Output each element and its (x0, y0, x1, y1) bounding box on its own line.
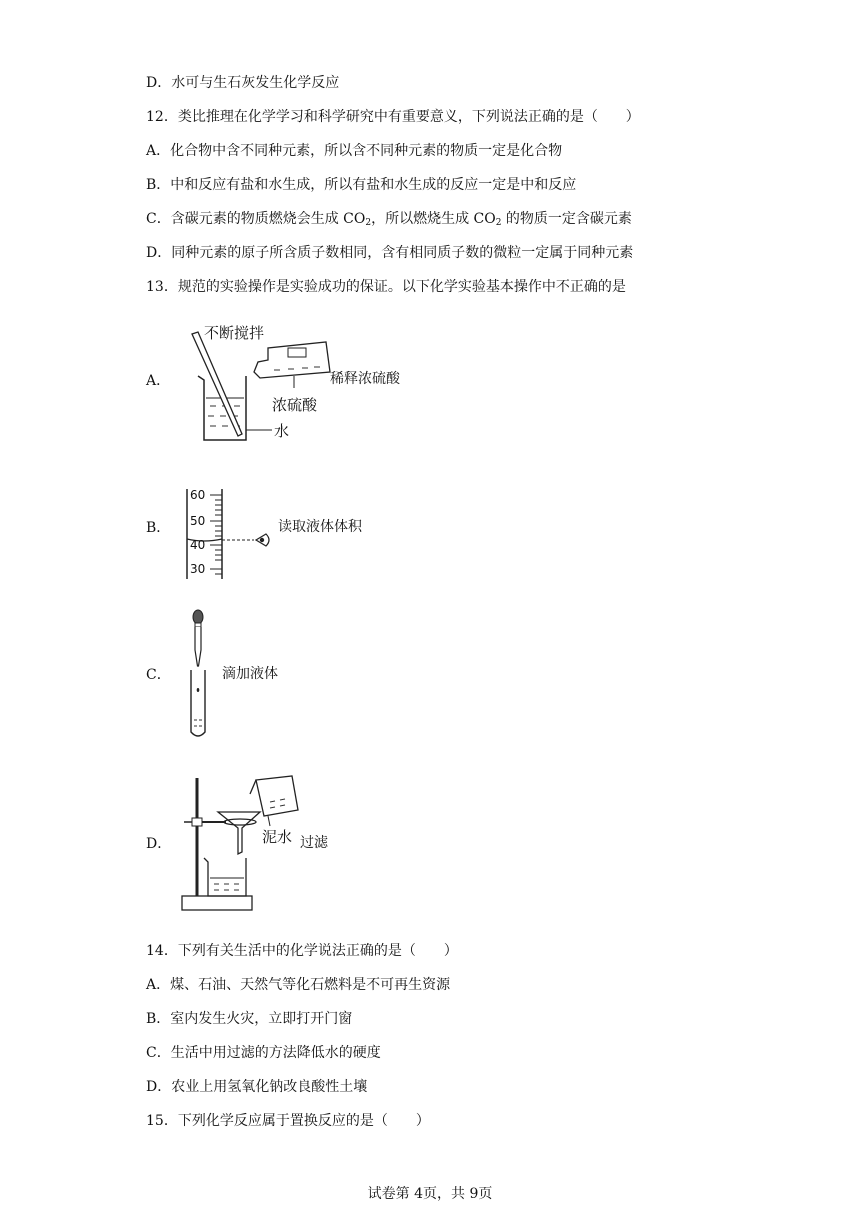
q12-stem: 12．类比推理在化学学习和科学研究中有重要意义，下列说法正确的是（ ） (146, 109, 640, 125)
mud-water-label: 泥水 (262, 828, 293, 846)
tick-40: 40 (190, 538, 206, 552)
q14-option-d: D．农业上用氢氧化钠改良酸性土壤 (146, 1079, 368, 1095)
q12-option-c-part1: C．含碳元素的物质燃烧会生成 CO (146, 211, 366, 227)
stir-label: 不断搅拌 (204, 324, 265, 342)
q13-option-c-caption: 滴加液体 (222, 666, 278, 682)
water-label: 水 (274, 422, 290, 440)
q12-option-c-part2: ，所以燃烧生成 CO (371, 211, 496, 227)
test-tube-icon (191, 670, 205, 736)
q12-option-d: D．同种元素的原子所含质子数相同，含有相同质子数的微粒一定属于同种元素 (146, 245, 634, 261)
q14-option-c: C．生活中用过滤的方法降低水的硬度 (146, 1045, 381, 1061)
q13-option-a-caption: 稀释浓硫酸 (330, 371, 400, 387)
q14-option-b: B．室内发生火灾，立即打开门窗 (146, 1011, 353, 1027)
dropper-icon (195, 627, 201, 666)
filtration-figure (180, 772, 310, 914)
q14-stem: 14．下列有关生活中的化学说法正确的是（ ） (146, 943, 458, 959)
q12-option-c-sub2: 2 (495, 218, 502, 228)
q14-option-a: A．煤、石油、天然气等化石燃料是不可再生资源 (146, 977, 451, 993)
acid-label: 浓硫酸 (272, 396, 318, 414)
q13-option-b-letter: B． (146, 520, 171, 536)
q11-option-d: D．水可与生石灰发生化学反应 (146, 75, 340, 91)
q13-stem: 13．规范的实验操作是实验成功的保证。以下化学实验基本操作中不正确的是 (146, 279, 626, 295)
q12-option-c-sub1: 2 (365, 218, 372, 228)
q12-option-c-part3: 的物质一定含碳元素 (501, 211, 632, 227)
dropper-figure (186, 608, 220, 742)
q13-option-d-caption: 过滤 (300, 835, 328, 851)
q12-option-a: A．化合物中含不同种元素，所以含不同种元素的物质一定是化合物 (146, 143, 563, 159)
q13-option-b-caption: 读取液体体积 (278, 519, 362, 535)
page-footer: 试卷第 4页，共 9页 (367, 1186, 493, 1202)
q13-option-c-letter: C． (146, 667, 171, 683)
q13-option-d-letter: D． (146, 836, 172, 852)
q12-option-c (146, 210, 632, 232)
tick-50: 50 (190, 514, 206, 528)
tick-60: 60 (190, 488, 206, 502)
q15-stem: 15．下列化学反应属于置换反应的是（ ） (146, 1113, 430, 1129)
q12-option-b: B．中和反应有盐和水生成，所以有盐和水生成的反应一定是中和反应 (146, 177, 577, 193)
q13-option-a-letter: A． (146, 373, 171, 389)
cylinder-reading-figure (182, 485, 292, 581)
tick-30: 30 (190, 562, 206, 576)
